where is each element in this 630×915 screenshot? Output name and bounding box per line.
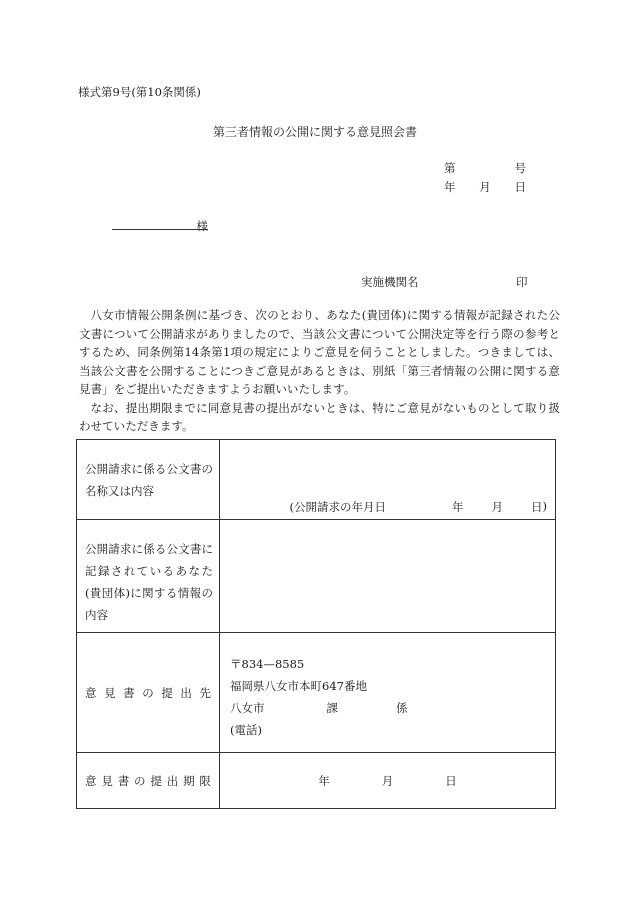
body-text bbox=[79, 306, 560, 436]
row-label-document-name: 公開請求に係る公文書の名称又は内容 bbox=[77, 440, 220, 520]
section: 課 bbox=[326, 701, 338, 715]
deadline-day: 日 bbox=[445, 774, 457, 788]
request-date-close: ) bbox=[542, 499, 547, 513]
seal-mark: 印 bbox=[516, 275, 528, 289]
information-content-cell bbox=[220, 520, 556, 633]
deadline-year: 年 bbox=[318, 774, 330, 788]
addressee bbox=[112, 218, 208, 234]
table-row-deadline bbox=[77, 753, 556, 809]
subsection: 係 bbox=[396, 701, 408, 715]
number-suffix: 号 bbox=[514, 161, 526, 175]
phone: (電話) bbox=[230, 723, 262, 737]
date-day: 日 bbox=[514, 180, 526, 194]
request-date bbox=[290, 499, 548, 515]
request-date-month: 月 bbox=[491, 500, 503, 514]
request-date-open: (公開請求の年月日 bbox=[289, 500, 386, 514]
inquiry-table bbox=[76, 439, 556, 809]
deadline-month: 月 bbox=[381, 774, 394, 788]
postal-code: 〒834—8585 bbox=[230, 657, 305, 671]
deadline-date bbox=[220, 753, 555, 789]
request-date-year: 年 bbox=[452, 500, 464, 514]
city: 八女市 bbox=[230, 701, 265, 715]
date-month: 月 bbox=[479, 180, 491, 194]
table-row-document-name bbox=[77, 440, 556, 520]
body-paragraph-2: なお、提出期限までに同意見書の提出がないときは、特にご意見がないものとして取り扱わせていただきます。 bbox=[79, 400, 560, 433]
agency-name-label: 実施機関名 bbox=[361, 275, 419, 289]
row-label-submission-address: 意 見 書 の 提 出 先 bbox=[77, 633, 220, 753]
form-number: 様式第9号(第10条関係) bbox=[78, 85, 201, 99]
document-date-line bbox=[444, 179, 526, 195]
addressee-suffix: 様 bbox=[196, 219, 208, 233]
row-label-deadline: 意 見 書 の 提 出 期 限 bbox=[77, 753, 220, 809]
row-label-information-content: 公開請求に係る公文書に記録されているあなた(貴団体)に関する情報の内容 bbox=[77, 520, 220, 633]
table-row-submission-address bbox=[77, 633, 556, 753]
document-name-cell bbox=[220, 440, 556, 520]
address: 福岡県八女市本町647番地 bbox=[230, 679, 367, 693]
table-row-information-content bbox=[77, 520, 556, 633]
addressee-underline bbox=[112, 229, 208, 230]
submission-address-cell bbox=[220, 633, 556, 753]
body-paragraph-1: 八女市情報公開条例に基づき、次のとおり、あなた(貴団体)に関する情報が記録された公文書について公開請求がありましたので、当該公文書について公開決定等を行う際の参考とするため、同条例第14条第1項の規定によりご意見を伺うこととしました。つきましては、当該公文書を公開することにつきご意見があるときは、別紙「第三者情報の公開に関する意見書」をご提出いただきますようお願いいたします。 bbox=[79, 308, 560, 396]
date-year: 年 bbox=[444, 180, 456, 194]
department-line bbox=[230, 697, 555, 719]
number-prefix: 第 bbox=[444, 161, 456, 175]
document-number-line bbox=[444, 160, 526, 176]
request-date-day: 日 bbox=[531, 500, 543, 514]
document-title: 第三者情報の公開に関する意見照会書 bbox=[212, 125, 417, 139]
deadline-cell bbox=[220, 753, 556, 809]
